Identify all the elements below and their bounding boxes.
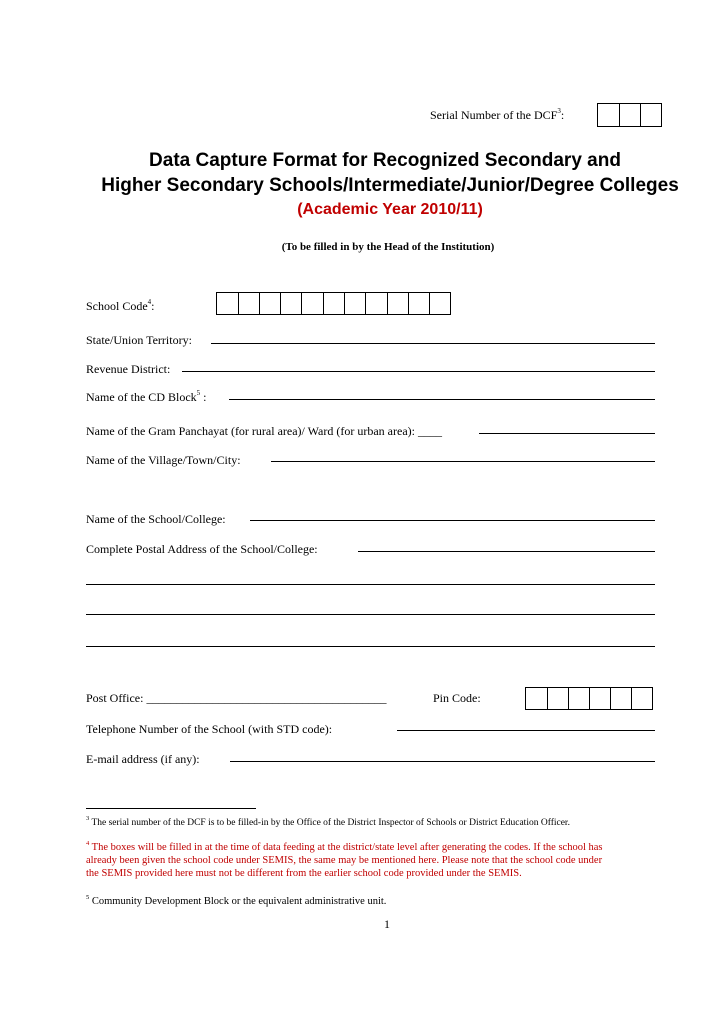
academic-year: (Academic Year 2010/11) <box>297 201 483 218</box>
cd-block-input-line[interactable] <box>229 399 655 400</box>
school-name-label: Name of the School/College: <box>86 512 226 526</box>
serial-number-label: Serial Number of the DCF$^3$: <box>430 107 565 122</box>
address-input-line-2[interactable] <box>86 584 655 585</box>
school-code-boxes[interactable] <box>216 292 451 315</box>
gram-panchayat-label: Name of the Gram Panchayat (for rural area)/ Ward (for urban area): ____ <box>86 424 442 438</box>
district-input-line[interactable] <box>182 371 655 372</box>
cd-block-label: Name of the CD Block$^5$ : <box>86 389 207 404</box>
district-label: Revenue District: <box>86 362 171 376</box>
address-input-line-1[interactable] <box>358 551 655 552</box>
post-office-field[interactable]: Post Office: ________________________________________ <box>86 691 387 705</box>
telephone-label: Telephone Number of the School (with STD code): <box>86 722 333 736</box>
gram-panchayat-input-line[interactable] <box>479 433 655 434</box>
email-label: E-mail address (if any): <box>86 752 200 766</box>
page-number: 1 <box>384 917 390 931</box>
state-label: State/Union Territory: <box>86 333 192 347</box>
footnote-separator <box>86 808 256 809</box>
village-label: Name of the Village/Town/City: <box>86 453 241 467</box>
serial-number-boxes[interactable] <box>597 103 662 127</box>
footnote-3: $^3$ The serial number of the DCF is to be filled-in by the Office of the District Inspector of Schools or District Education Officer. <box>86 814 570 828</box>
school-name-input-line[interactable] <box>250 520 655 521</box>
address-label: Complete Postal Address of the School/College: <box>86 542 318 556</box>
pin-code-label: Pin Code: <box>433 691 481 705</box>
footnote-5: $^5$ Community Development Block or the equivalent administrative unit. <box>86 893 387 907</box>
telephone-input-line[interactable] <box>397 730 655 731</box>
form-title-line1: Data Capture Format for Recognized Secondary and <box>149 150 621 171</box>
address-input-line-3[interactable] <box>86 614 655 615</box>
school-code-label: School Code$^4$: <box>86 298 155 313</box>
address-input-line-4[interactable] <box>86 646 655 647</box>
pin-code-boxes[interactable] <box>525 687 653 710</box>
state-input-line[interactable] <box>211 343 655 344</box>
village-input-line[interactable] <box>271 461 655 462</box>
footnote-4: $^4$ The boxes will be filled in at the time of data feeding at the district/state level after generating the codes. If the school has already been given the school code under SEMIS, the same may be mentioned here. Please note that the school code under the SEMIS provided here must not be different from the earlier school code provided under the SEMIS. <box>86 839 603 879</box>
form-title-line2: Higher Secondary Schools/Intermediate/Junior/Degree Colleges <box>101 175 679 196</box>
fill-instruction: (To be filled in by the Head of the Institution) <box>281 241 495 253</box>
email-input-line[interactable] <box>230 761 655 762</box>
